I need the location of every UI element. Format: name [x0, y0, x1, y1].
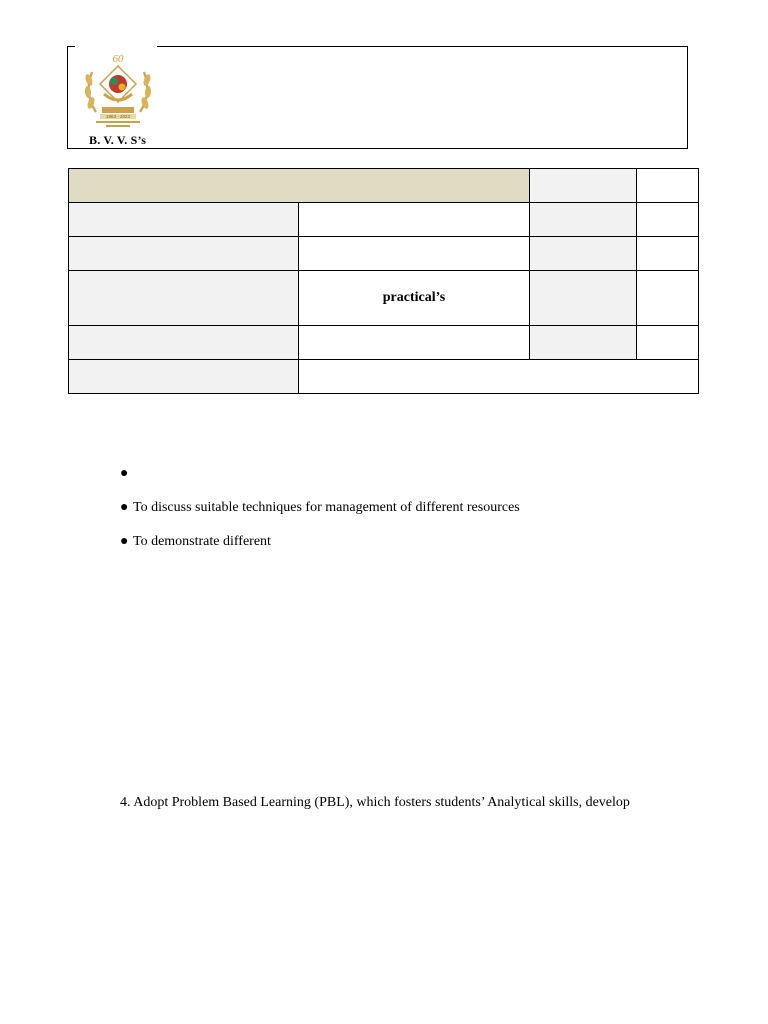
table-label-cell: [69, 203, 299, 237]
course-details-table: [68, 168, 699, 394]
table-row: [69, 169, 699, 203]
table-side-label-cell: [530, 203, 637, 237]
list-item: [120, 499, 520, 516]
anniversary-years: 1963 - 2023: [105, 114, 131, 119]
list-item: [120, 533, 520, 550]
table-side-value-cell: [637, 326, 699, 360]
table-row: [69, 326, 699, 360]
anniversary-number: 60: [112, 53, 124, 65]
table-row: [69, 360, 699, 394]
pedagogy-item-4: 4. Adopt Problem Based Learning (PBL), which fosters students’ Analytical skills, develop: [120, 795, 630, 810]
bullet-icon: ●: [120, 534, 129, 549]
table-label-cell: [69, 271, 299, 326]
table-value-cell: [299, 237, 530, 271]
table-wide-value-cell: [299, 360, 699, 394]
college-emblem-icon: [80, 50, 156, 128]
bullet-icon: ●: [120, 500, 129, 515]
course-title-cell: [69, 169, 530, 203]
table-value-cell: [299, 326, 530, 360]
table-label-cell: [69, 326, 299, 360]
document-header-box: [67, 46, 688, 149]
table-value-cell: [299, 203, 530, 237]
practicals-cell: practical’s: [299, 271, 530, 326]
table-row: [69, 237, 699, 271]
organization-name: B. V. V. S’s: [89, 133, 147, 147]
list-item: [120, 465, 520, 482]
table-row: [69, 203, 699, 237]
table-side-label-cell: [530, 326, 637, 360]
table-label-cell: [69, 360, 299, 394]
course-code-value-cell: [637, 169, 699, 203]
objectives-list: [120, 465, 520, 567]
table-side-value-cell: [637, 237, 699, 271]
course-code-label-cell: [530, 169, 637, 203]
objective-text: To discuss suitable techniques for management of different resources: [133, 500, 520, 515]
header-border-gap: [75, 44, 157, 48]
table-label-cell: [69, 237, 299, 271]
objective-text: To demonstrate different: [133, 534, 271, 549]
table-row: [69, 271, 699, 326]
table-side-label-cell: [530, 237, 637, 271]
table-side-label-cell: [530, 271, 637, 326]
table-side-value-cell: [637, 271, 699, 326]
table-side-value-cell: [637, 203, 699, 237]
bullet-icon: ●: [120, 466, 129, 481]
